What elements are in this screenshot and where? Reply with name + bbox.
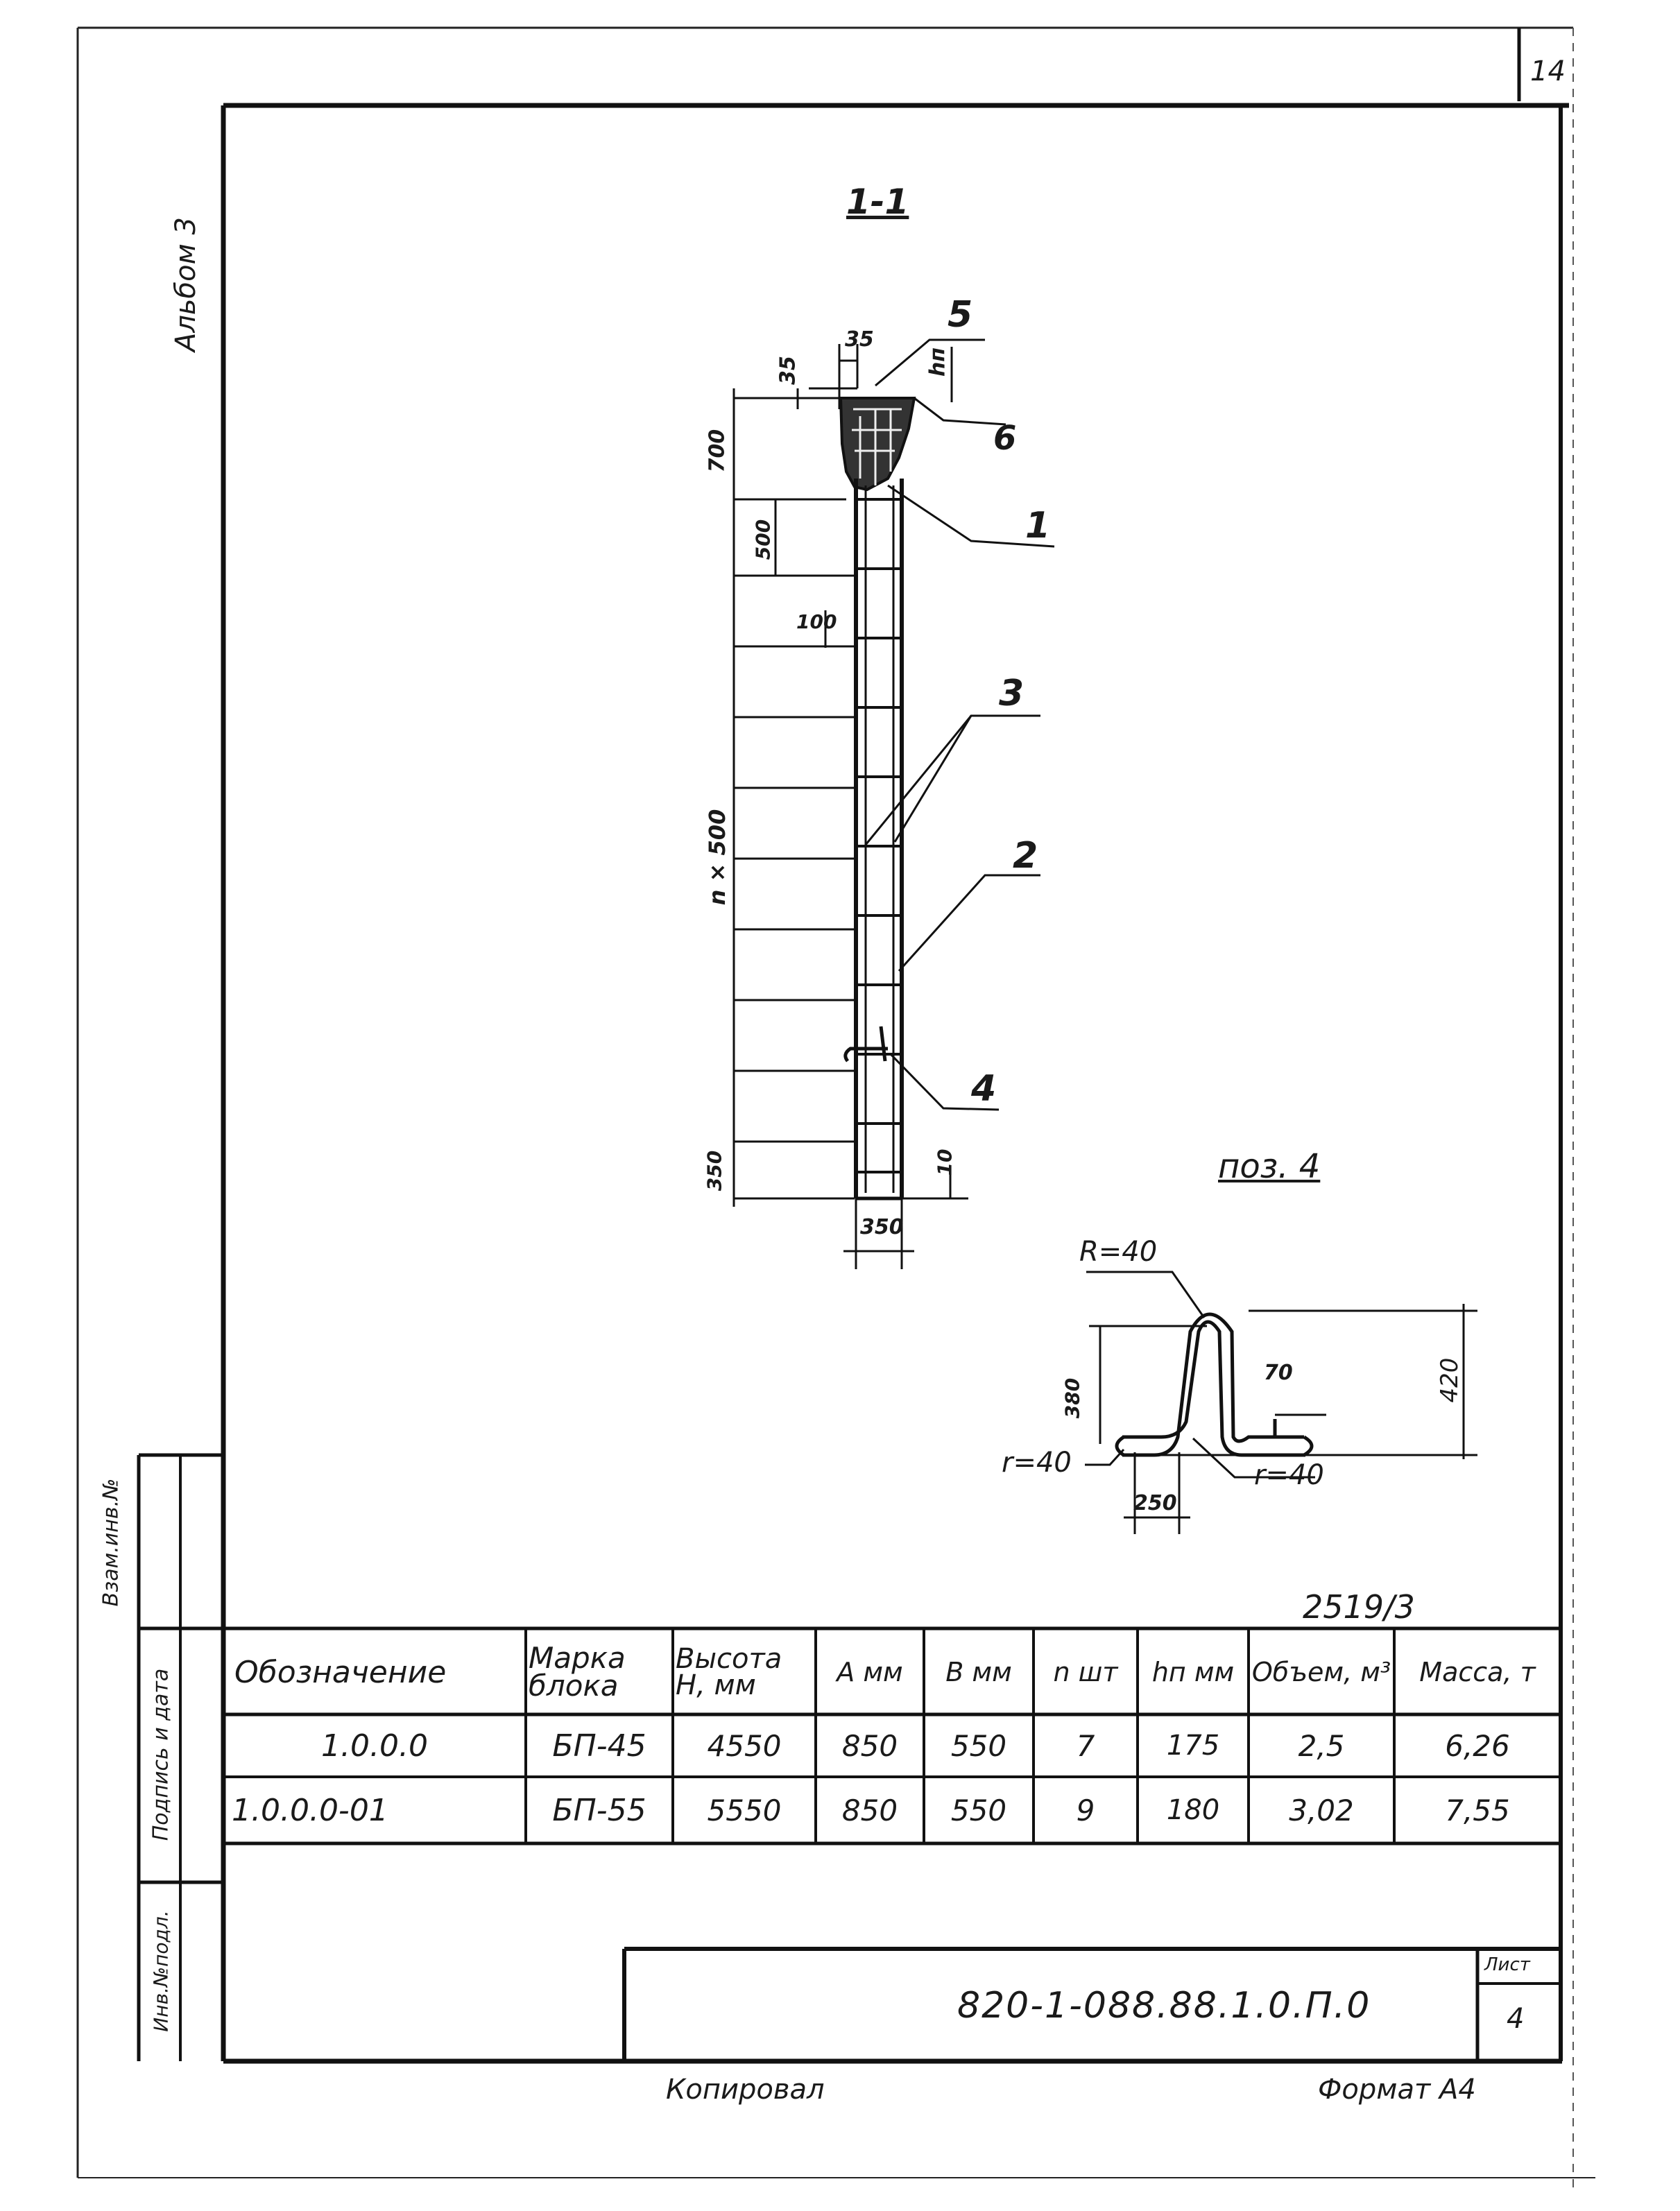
dim-10: 10: [933, 1148, 957, 1176]
row2-A: 850: [841, 1793, 898, 1827]
detail-dim-380: 380: [1061, 1377, 1084, 1419]
page-number: 14: [1530, 55, 1566, 87]
dim-350-vertical: 350: [703, 1150, 726, 1191]
pos-2: 2: [1013, 835, 1038, 877]
row1-height: 4550: [707, 1728, 782, 1763]
row1-mass: 6,26: [1445, 1728, 1510, 1763]
detail-label: поз. 4: [1218, 1147, 1321, 1186]
detail-dim-250: 250: [1133, 1491, 1177, 1515]
dim-n-x-500: n × 500: [704, 809, 730, 906]
row2-mass: 7,55: [1445, 1793, 1510, 1827]
dim-100: 100: [796, 610, 837, 633]
row1-A: 850: [841, 1728, 898, 1763]
detail-dim-R: R=40: [1079, 1236, 1158, 1268]
code-mark: 2519/3: [1303, 1588, 1415, 1626]
row2-hn: 180: [1166, 1794, 1220, 1826]
row2-B: 550: [950, 1793, 1007, 1827]
pos-5: 5: [948, 294, 973, 336]
format-label: Формат А4: [1318, 2074, 1476, 2106]
header-B: В мм: [945, 1656, 1012, 1687]
header-volume: Объем, м³: [1251, 1656, 1391, 1687]
dim-35-vertical: 35: [775, 356, 800, 385]
row1-B: 550: [950, 1728, 1007, 1763]
dim-700: 700: [705, 429, 730, 473]
album-label: Альбом 3: [170, 217, 202, 352]
row2-height: 5550: [707, 1793, 782, 1827]
pos-4: 4: [971, 1068, 997, 1110]
dim-350-width: 350: [860, 1215, 904, 1239]
row2-designation: 1.0.0.0-01: [232, 1792, 388, 1828]
detail-dim-r-right: r=40: [1254, 1459, 1324, 1491]
dim-hn: hп: [925, 347, 950, 377]
row1-volume: 2,5: [1298, 1728, 1345, 1763]
detail-dim-420: 420: [1436, 1357, 1464, 1403]
stamp-original-inv: Инв.№подл.: [149, 1910, 173, 2032]
row1-hn: 175: [1166, 1730, 1220, 1762]
header-height: Высота Н, мм: [676, 1643, 782, 1701]
pos-6: 6: [993, 419, 1017, 458]
row1-designation: 1.0.0.0: [321, 1728, 428, 1764]
detail-dim-70: 70: [1264, 1361, 1293, 1385]
row1-n: 7: [1076, 1728, 1095, 1763]
header-block-mark: Марка блока: [529, 1641, 626, 1703]
copied-by-label: Копировал: [666, 2074, 825, 2106]
stamp-signature-date: Подпись и дата: [148, 1668, 173, 1841]
stamp-replace-inv: Взам.инв.№: [98, 1478, 123, 1607]
section-label: 1-1: [846, 182, 909, 222]
header-hn: hп мм: [1151, 1656, 1235, 1687]
dim-35-top: 35: [845, 327, 874, 352]
sheet-label: Лист: [1484, 1954, 1530, 1975]
row2-block-mark: БП-55: [552, 1792, 646, 1828]
sheet-number: 4: [1507, 2003, 1525, 2035]
row2-n: 9: [1076, 1793, 1095, 1827]
document-code: 820-1-088.88.1.0.П.0: [957, 1985, 1371, 2027]
row2-volume: 3,02: [1289, 1793, 1354, 1827]
header-mass: Масса, т: [1419, 1656, 1536, 1687]
header-designation: Обозначение: [234, 1654, 447, 1690]
header-A: А мм: [837, 1656, 903, 1687]
pos-1: 1: [1025, 505, 1051, 547]
pos-3: 3: [999, 673, 1025, 714]
detail-dim-r-left: r=40: [1002, 1447, 1072, 1479]
header-n: n шт: [1053, 1656, 1118, 1687]
row1-block-mark: БП-45: [552, 1728, 646, 1764]
dim-500: 500: [751, 519, 775, 560]
